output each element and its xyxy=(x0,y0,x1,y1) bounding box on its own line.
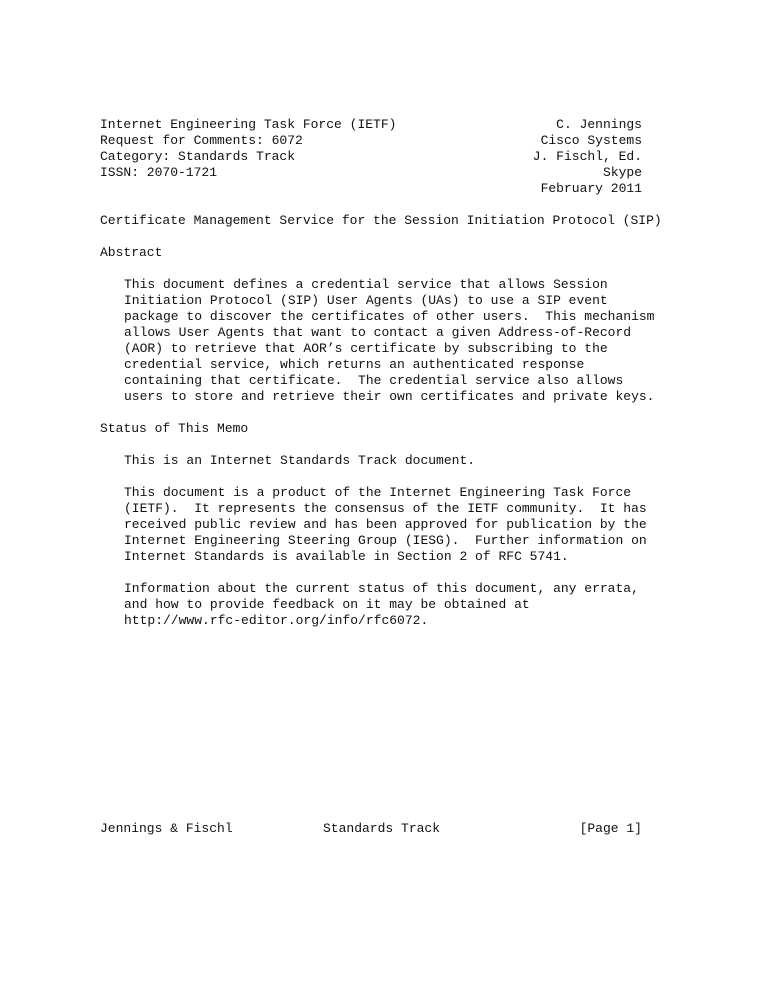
abstract-heading: Abstract xyxy=(100,245,163,260)
header-author-1: C. Jennings xyxy=(556,117,642,132)
header-rfc-number: Request for Comments: 6072 xyxy=(100,133,303,148)
abstract-line: credential service, which returns an authenticated response xyxy=(124,357,585,372)
header-affiliation-1: Cisco Systems xyxy=(540,133,642,148)
header-date: February 2011 xyxy=(540,181,642,196)
status-paragraph-line: Internet Standards is available in Section 2 of RFC 5741. xyxy=(124,549,569,564)
abstract-line: This document defines a credential service that allows Session xyxy=(124,277,608,292)
abstract-line: users to store and retrieve their own certificates and private keys. xyxy=(124,389,655,404)
header-org: Internet Engineering Task Force (IETF) xyxy=(100,117,397,132)
status-heading: Status of This Memo xyxy=(100,421,249,436)
header-author-2: J. Fischl, Ed. xyxy=(532,149,642,164)
abstract-line: Initiation Protocol (SIP) User Agents (UAs) to use a SIP event xyxy=(124,293,608,308)
status-paragraph-line: received public review and has been approved for publication by the xyxy=(124,517,647,532)
status-paragraph-line: Internet Engineering Steering Group (IESG). Further information on xyxy=(124,533,647,548)
status-paragraph-line: (IETF). It represents the consensus of the IETF community. It has xyxy=(124,501,647,516)
status-paragraph-line: This is an Internet Standards Track document. xyxy=(124,453,476,468)
status-paragraph-line: and how to provide feedback on it may be obtained at xyxy=(124,597,530,612)
abstract-line: (AOR) to retrieve that AOR’s certificate by subscribing to the xyxy=(124,341,608,356)
header-affiliation-2: Skype xyxy=(602,165,642,180)
header-issn: ISSN: 2070-1721 xyxy=(100,165,218,180)
footer-authors: Jennings & Fischl xyxy=(100,821,233,836)
footer-category: Standards Track xyxy=(323,821,441,836)
footer-page-number: [Page 1] xyxy=(579,821,642,836)
abstract-line: containing that certificate. The credential service also allows xyxy=(124,373,624,388)
status-paragraph-line: This document is a product of the Internet Engineering Task Force xyxy=(124,485,632,500)
abstract-line: allows User Agents that want to contact a given Address-of-Record xyxy=(124,325,632,340)
header-category: Category: Standards Track xyxy=(100,149,296,164)
status-paragraph-line: Information about the current status of this document, any errata, xyxy=(124,581,639,596)
abstract-line: package to discover the certificates of other users. This mechanism xyxy=(124,309,655,324)
status-url-line: http://www.rfc-editor.org/info/rfc6072. xyxy=(124,613,429,628)
document-title: Certificate Management Service for the Session Initiation Protocol (SIP) xyxy=(100,213,662,228)
